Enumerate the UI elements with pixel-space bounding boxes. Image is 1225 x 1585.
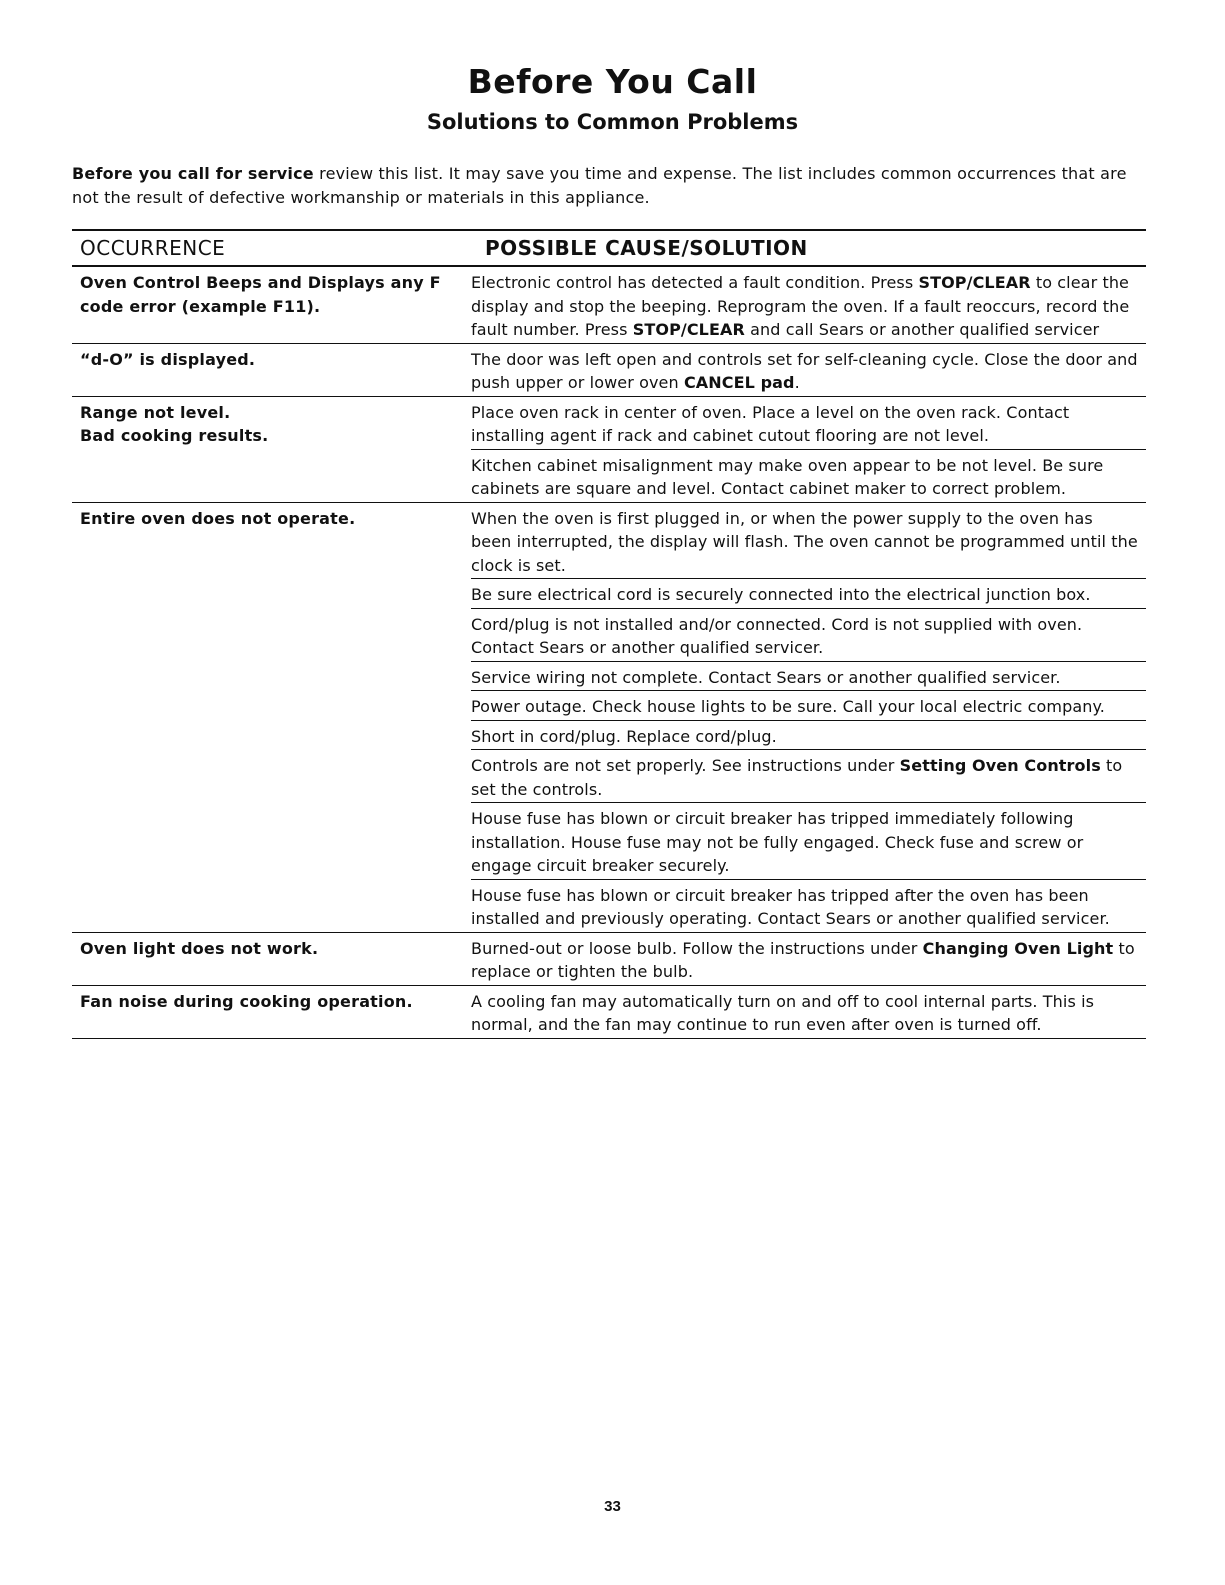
solution-text: When the oven is first plugged in, or when the power supply to the oven has been interrupted, the display will flash. The oven cannot be programmed until the clock is set.	[471, 508, 1138, 575]
occurrence-text: “d-O” is displayed.	[80, 349, 256, 369]
troubleshooting-table	[72, 229, 1146, 1039]
table-row	[72, 933, 1146, 986]
occurrence-text: Range not level.	[80, 402, 231, 422]
solution-text: to set the controls.	[471, 756, 1123, 799]
occurrence-cell	[72, 267, 471, 343]
occurrence-text: Oven Control Beeps and Displays any F code error (example F11).	[80, 273, 441, 316]
solution-item	[471, 721, 1146, 751]
occurrence-text: Oven light does not work.	[80, 938, 319, 958]
table-row	[72, 986, 1146, 1039]
table-row	[72, 503, 1146, 933]
solution-text: to clear the display and stop the beeping. Reprogram the oven. If a fault reoccurs, record the fault number. Press	[471, 273, 1130, 339]
solution-emphasis: CANCEL pad	[683, 373, 795, 392]
solution-text: Controls are not set properly. See instructions under	[471, 756, 900, 775]
solution-text: Be sure electrical cord is securely connected into the electrical junction box.	[471, 585, 1091, 604]
intro-text: review this list. It may save you time and expense. The list includes common occurrences that are not the result of defective workmanship or materials in this appliance.	[72, 164, 1127, 207]
occurrence-cell	[72, 986, 471, 1038]
solution-text: Cord/plug is not installed and/or connected. Cord is not supplied with oven. Contact Sears or another qualified servicer.	[471, 614, 1083, 657]
solution-cell	[471, 503, 1146, 932]
intro-paragraph	[72, 162, 1147, 210]
table-header	[72, 229, 1146, 267]
solution-item	[471, 986, 1146, 1038]
solution-item	[471, 609, 1146, 662]
solution-emphasis: STOP/CLEAR	[632, 320, 745, 339]
occurrence-cell	[72, 344, 471, 396]
solution-text: Kitchen cabinet misalignment may make oven appear to be not level. Be sure cabinets are square and level. Contact cabinet maker to correct problem.	[471, 455, 1104, 498]
solution-emphasis: Setting Oven Controls	[899, 756, 1101, 775]
solution-emphasis: STOP/CLEAR	[918, 273, 1031, 292]
solution-text: Short in cord/plug. Replace cord/plug.	[471, 726, 777, 746]
page-number: 33	[604, 1498, 621, 1515]
header-solution: POSSIBLE CAUSE/SOLUTION	[485, 236, 808, 260]
page-subtitle: Solutions to Common Problems	[426, 110, 799, 134]
solution-item	[471, 344, 1146, 396]
header-occurrence: OCCURRENCE	[80, 236, 226, 260]
solution-text: Place oven rack in center of oven. Place a level on the oven rack. Contact installing agent if rack and cabinet cutout flooring are not level.	[471, 402, 1070, 445]
solution-cell	[471, 267, 1146, 343]
solution-text: Burned-out or loose bulb. Follow the instructions under	[471, 938, 923, 958]
solution-text: House fuse has blown or circuit breaker has tripped immediately following installation. House fuse may not be fully engaged. Check fuse and screw or engage circuit breaker securely.	[471, 809, 1084, 875]
occurrence-cell	[72, 933, 471, 985]
table-body	[72, 267, 1146, 1039]
solution-text: A cooling fan may automatically turn on and off to cool internal parts. This is normal, and the fan may continue to run even after oven is turned off.	[471, 991, 1095, 1034]
solution-item	[471, 880, 1146, 932]
solution-cell	[471, 344, 1146, 396]
table-row	[72, 397, 1146, 503]
table-row	[72, 267, 1146, 344]
table-row	[72, 344, 1146, 397]
solution-text: to replace or tighten the bulb.	[471, 938, 1135, 981]
solution-item	[471, 803, 1146, 880]
solution-item	[471, 933, 1146, 985]
solution-item	[471, 750, 1146, 803]
solution-emphasis: Changing Oven Light	[922, 938, 1114, 958]
solution-text: and call Sears or another qualified servicer	[744, 320, 1100, 339]
occurrence-text: Bad cooking results.	[80, 426, 269, 445]
solution-cell	[471, 397, 1146, 502]
solution-item	[471, 691, 1146, 721]
solution-text: .	[794, 373, 800, 392]
intro-lead: Before you call for service	[72, 164, 314, 183]
page-title: Before You Call	[467, 62, 758, 101]
occurrence-cell	[72, 397, 471, 502]
solution-item	[471, 503, 1146, 580]
occurrence-text: Entire oven does not operate.	[80, 508, 356, 528]
solution-item	[471, 579, 1146, 609]
solution-text: The door was left open and controls set for self-cleaning cycle. Close the door and push upper or lower oven	[471, 349, 1138, 392]
solution-text: Power outage. Check house lights to be sure. Call your local electric company.	[471, 697, 1105, 716]
solution-item	[471, 662, 1146, 692]
occurrence-cell	[72, 503, 471, 932]
solution-text: Electronic control has detected a fault condition. Press	[471, 273, 919, 292]
occurrence-text: Fan noise during cooking operation.	[80, 991, 413, 1011]
solution-item	[471, 450, 1146, 502]
solution-cell	[471, 986, 1146, 1038]
solution-item	[471, 267, 1146, 343]
solution-item	[471, 397, 1146, 450]
solution-text: House fuse has blown or circuit breaker has tripped after the oven has been installed and previously operating. Contact Sears or another qualified servicer.	[471, 885, 1110, 928]
solution-cell	[471, 933, 1146, 985]
solution-text: Service wiring not complete. Contact Sears or another qualified servicer.	[471, 667, 1061, 687]
